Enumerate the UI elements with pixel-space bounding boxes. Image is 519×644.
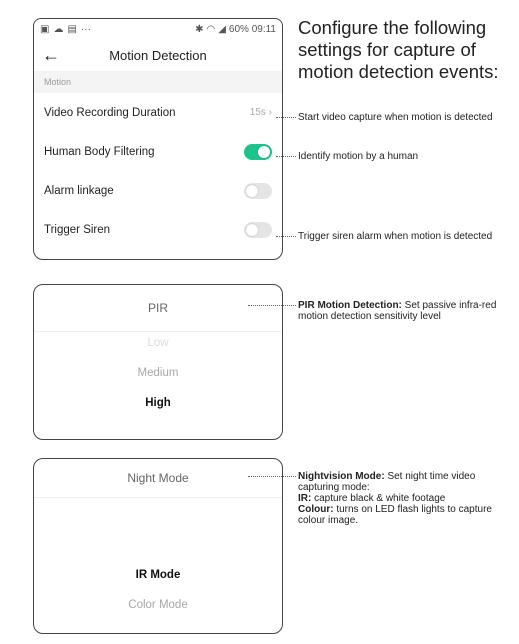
cloud-icon: ☁ (53, 23, 64, 35)
signal-icon: ◢ (218, 23, 226, 35)
human-body-filtering-row (34, 132, 282, 171)
video-recording-duration-row[interactable] (34, 93, 282, 132)
image-icon: ▣ (40, 23, 50, 35)
night-mode-picker-screen (33, 458, 283, 634)
alarm-linkage-row (34, 171, 282, 210)
note-human-filter: Identify motion by a human (298, 151, 419, 162)
note-trigger-siren: Trigger siren alarm when motion is detected (298, 231, 493, 242)
note-pir: PIR Motion Detection: Set passive infra-red motion detection sensitivity level (298, 300, 497, 322)
leader-line (276, 117, 296, 118)
option-ir-mode[interactable]: IR Mode (135, 569, 181, 581)
more-icon: ··· (80, 23, 91, 35)
instruction-heading: Configure the following settings for capture of motion detection events: (298, 17, 499, 82)
back-arrow-icon[interactable]: ← (42, 45, 60, 65)
trigger-siren-row (34, 210, 282, 249)
motion-detection-screen (33, 18, 283, 260)
row-label: Trigger Siren (44, 223, 111, 236)
option-low[interactable]: Low (147, 337, 169, 349)
pir-picker-title: PIR (34, 285, 282, 332)
row-value: 15s › (249, 107, 272, 118)
option-color-mode[interactable]: Color Mode (128, 599, 188, 611)
page-title: Motion Detection (109, 47, 207, 63)
alarm-linkage-toggle[interactable] (244, 183, 272, 199)
section-header: Motion (34, 71, 282, 93)
message-icon: ▤ (67, 23, 77, 35)
status-bar (34, 19, 282, 39)
option-medium[interactable]: Medium (137, 367, 179, 379)
wifi-icon: ◠ (206, 23, 216, 35)
note-video-duration: Start video capture when motion is detected (298, 112, 493, 123)
option-high[interactable]: High (145, 397, 171, 409)
leader-line (276, 236, 296, 237)
leader-line (248, 305, 296, 306)
trigger-siren-toggle[interactable] (244, 222, 272, 238)
chevron-right-icon: › (268, 107, 272, 118)
leader-line (276, 156, 296, 157)
bluetooth-icon: ✱ (195, 23, 204, 35)
row-label: Human Body Filtering (44, 145, 155, 158)
row-label: Video Recording Duration (44, 106, 176, 119)
human-body-filtering-toggle[interactable] (244, 144, 272, 160)
app-bar (34, 39, 282, 71)
row-label: Alarm linkage (44, 184, 114, 197)
note-nightvision: Nightvision Mode: Set night time video capturing mode: IR: capture black & white footage Colour: turns on LED flash lights to capture colour image. (298, 471, 492, 526)
status-battery-time: 60% 09:11 (228, 23, 276, 35)
pir-picker-screen (33, 284, 283, 440)
night-mode-picker-title: Night Mode (34, 459, 282, 498)
leader-line (248, 476, 296, 477)
